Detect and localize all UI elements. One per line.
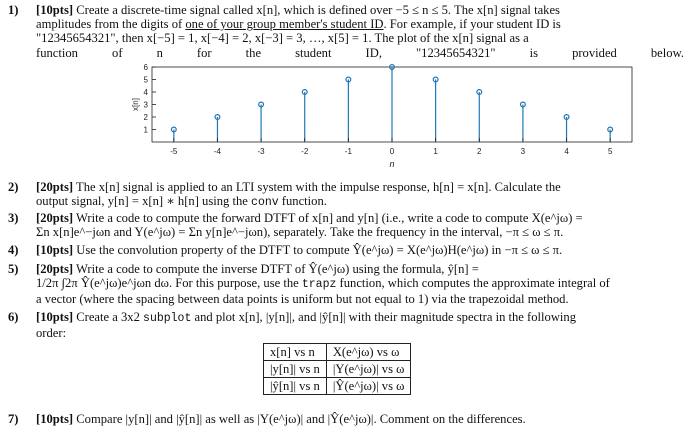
table-cell: x[n] vs n bbox=[264, 344, 327, 361]
code-conv: conv bbox=[251, 196, 279, 210]
table-cell: |Ŷ(e^jω)| vs ω bbox=[326, 378, 411, 395]
x-tick-label: -4 bbox=[213, 147, 222, 156]
table-row bbox=[264, 344, 411, 361]
table-cell: |ŷ[n]| vs n bbox=[264, 378, 327, 395]
table-cell: X(e^jω) vs ω bbox=[326, 344, 411, 361]
question-number: 5) bbox=[8, 262, 19, 276]
x-tick-label: 2 bbox=[477, 147, 482, 156]
q1-line1: Create a discrete-time signal called x[n], which is defined over −5 ≤ n ≤ 5. The x[n] signal takes bbox=[76, 3, 560, 17]
points-label: [20pts] bbox=[36, 262, 74, 276]
code-subplot: subplot bbox=[143, 312, 192, 325]
question-1 bbox=[8, 3, 684, 60]
x-tick-label: -1 bbox=[344, 147, 352, 156]
q1-line2-post: . For example, if your student ID is bbox=[383, 17, 561, 32]
points-label: [20pts] bbox=[36, 180, 74, 194]
subplot-order-table bbox=[263, 343, 411, 395]
points-label: [10pts] bbox=[36, 310, 74, 324]
q6-line1-post: and plot x[n], |y[n]|, and |ŷ[n]| with their magnitude spectra in the following bbox=[191, 310, 577, 324]
table-row bbox=[264, 378, 411, 395]
q2-line2-post: function. bbox=[278, 194, 327, 209]
question-number: 4) bbox=[8, 243, 19, 257]
q1-underlined-text: one of your group member's student ID bbox=[185, 17, 384, 32]
points-label: [10pts] bbox=[36, 412, 74, 426]
q2-line1: The x[n] signal is applied to an LTI system with the impulse response, h[n] = x[n]. Calculate the bbox=[76, 180, 561, 194]
x-tick-label: -2 bbox=[301, 147, 309, 156]
table-cell: |Y(e^jω)| vs ω bbox=[326, 361, 411, 378]
question-number: 2) bbox=[8, 180, 19, 194]
y-tick-label: 4 bbox=[143, 88, 148, 97]
q4-line1: Use the convolution property of the DTFT to compute Ŷ(e^jω) = X(e^jω)H(e^jω) in −π ≤ ω ≤ π. bbox=[76, 243, 563, 257]
x-tick-label: 4 bbox=[564, 147, 569, 156]
y-tick-label: 5 bbox=[143, 75, 148, 85]
y-axis-label: x[n] bbox=[131, 98, 140, 111]
q5-line2-pre: 1/2π ∫2π Ŷ(e^jω)e^jωn dω. For this purpose, use the bbox=[36, 276, 302, 291]
q2-line2-pre: output signal, y[n] = x[n] ∗ h[n] using the bbox=[36, 194, 252, 209]
y-tick-label: 6 bbox=[143, 64, 148, 72]
q1-line2-pre: amplitudes from the digits of bbox=[36, 17, 186, 32]
chart-axes bbox=[131, 67, 632, 169]
x-tick-label: 3 bbox=[520, 147, 526, 156]
q1-line3: "12345654321", then x[−5] = 1, x[−4] = 2, x[−3] = 3, …, x[5] = 1. The plot of the x[n] signal as a bbox=[36, 31, 529, 46]
stem-chart bbox=[130, 64, 640, 169]
question-6 bbox=[8, 310, 684, 340]
question-number: 1) bbox=[8, 3, 19, 17]
q6-line1-pre: Create a 3x2 bbox=[76, 310, 144, 324]
y-tick-label: 1 bbox=[143, 125, 148, 135]
x-tick-label: 5 bbox=[607, 147, 613, 156]
q3-line2: Σn x[n]e^−jωn and Y(e^jω) = Σn y[n]e^−jωn), separately. Take the frequency in the interval, −π ≤ ω ≤ π. bbox=[36, 225, 564, 240]
q6-line2: order: bbox=[36, 326, 67, 341]
q5-line3: a vector (where the spacing between data points is uniform but not equal to 1) via the trapezoidal method. bbox=[36, 292, 569, 307]
chart-stems bbox=[171, 65, 612, 142]
points-label: [20pts] bbox=[36, 211, 74, 225]
question-2 bbox=[8, 180, 684, 210]
q5-line1: Write a code to compute the inverse DTFT of Ŷ(e^jω) using the formula, ŷ[n] = bbox=[76, 262, 479, 276]
points-label: [10pts] bbox=[36, 243, 74, 257]
q3-line1: Write a code to compute the forward DTFT of x[n] and y[n] (i.e., write a code to compute X(e^jω) = bbox=[76, 211, 583, 225]
table-row bbox=[264, 361, 411, 378]
points-label: [10pts] bbox=[36, 3, 74, 17]
x-tick-label: -3 bbox=[257, 147, 265, 156]
question-number: 6) bbox=[8, 310, 19, 324]
question-7 bbox=[8, 412, 684, 426]
q1-line4: function of n for the student ID, "12345654321" is provided below. bbox=[36, 45, 684, 60]
question-5 bbox=[8, 262, 684, 307]
x-tick-label: 1 bbox=[433, 147, 438, 156]
q7-line1: Compare |y[n]| and |ŷ[n]| as well as |Y(e^jω)| and |Ŷ(e^jω)|. Comment on the differences. bbox=[76, 412, 526, 426]
y-tick-label: 3 bbox=[143, 100, 148, 110]
q5-line2-post: function, which computes the approximate integral of bbox=[336, 276, 610, 291]
question-4 bbox=[8, 243, 684, 257]
y-tick-label: 2 bbox=[143, 113, 148, 122]
x-tick-label: -5 bbox=[170, 147, 178, 156]
code-trapz: trapz bbox=[301, 278, 337, 292]
question-number: 3) bbox=[8, 211, 19, 225]
table-cell: |y[n]| vs n bbox=[264, 361, 327, 378]
question-3 bbox=[8, 211, 684, 239]
x-tick-label: 0 bbox=[389, 147, 395, 156]
x-axis-label: n bbox=[389, 159, 395, 169]
question-number: 7) bbox=[8, 412, 19, 426]
